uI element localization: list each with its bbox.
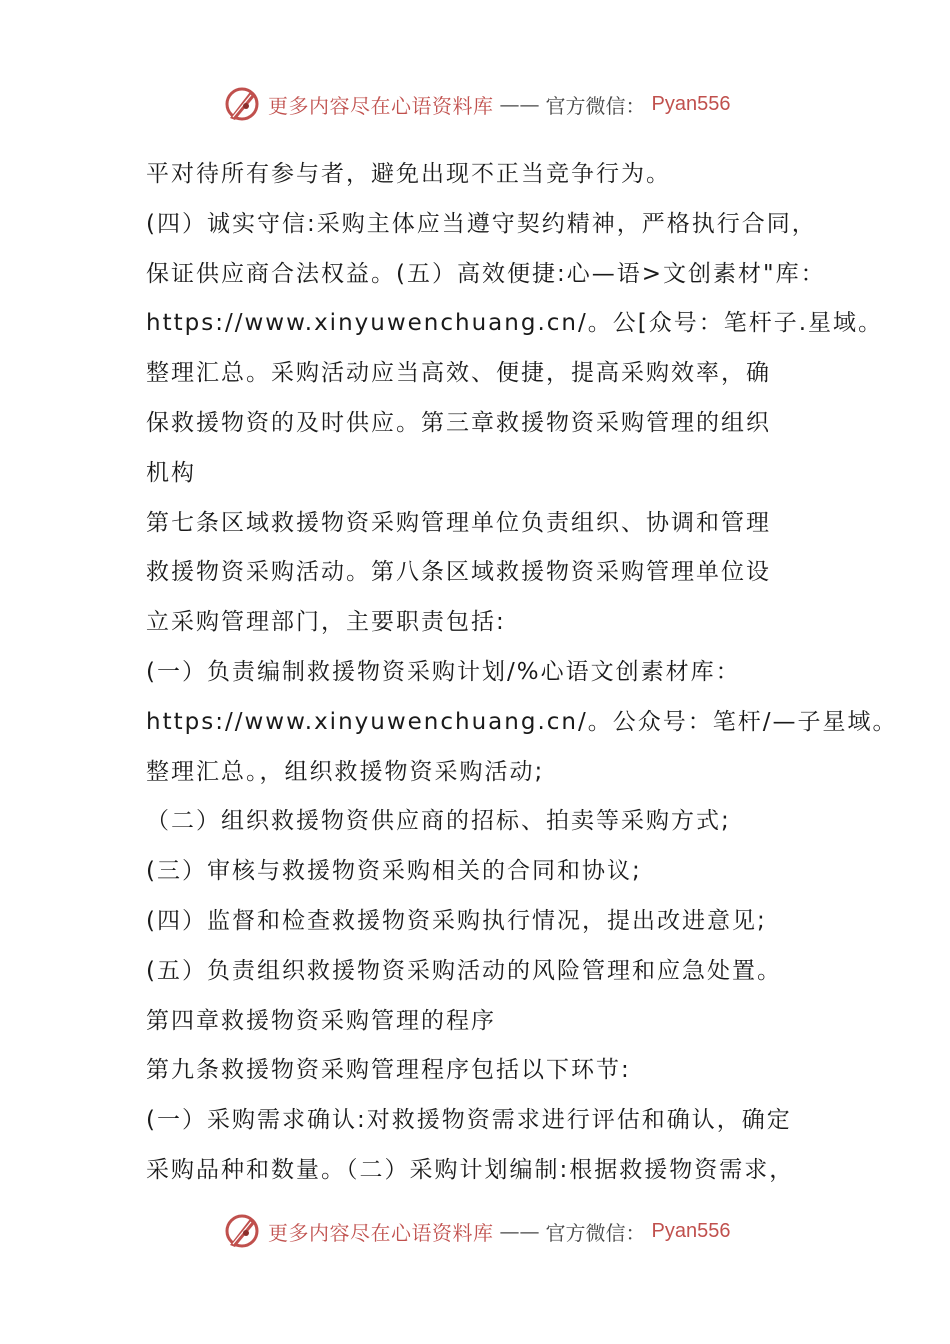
text-line: 立采购管理部门，主要职责包括: <box>146 609 506 636</box>
quill-logo-icon <box>222 1211 262 1251</box>
text-line: （二）组织救援物资供应商的招标、拍卖等采购方式; <box>146 808 731 835</box>
text-line: 整理汇总。采购活动应当高效、便捷，提高采购效率，确 <box>146 360 771 387</box>
text-line: 第七条区域救援物资采购管理单位负责组织、协调和管理 <box>146 509 771 536</box>
text-line: (五）负责组织救援物资采购活动的风险管理和应急处置。 <box>146 957 782 984</box>
text-line: 保证供应商合法权益。(五）高效便捷:心—语>文创素材"库： <box>146 260 826 287</box>
header-banner <box>222 84 730 124</box>
banner-text: 更多内容尽在心语资料库 <box>268 93 494 118</box>
banner-wechat-id: Pyan556 <box>651 92 731 115</box>
text-line: 机构 <box>146 459 196 486</box>
text-line: (一）采购需求确认:对救援物资需求进行评估和确认，确定 <box>146 1107 792 1134</box>
banner-separator: —— <box>499 1219 540 1243</box>
banner-separator: —— <box>499 92 540 116</box>
text-line: 第四章救援物资采购管理的程序 <box>146 1007 496 1034</box>
text-line: 平对待所有参与者，避免出现不正当竞争行为。 <box>146 161 671 187</box>
text-line: (一）负责编制救援物资采购计划/%心语文创素材库： <box>146 658 741 685</box>
text-line: https://www.xinyuwenchuang.cn/。公[众号：笔杆子.星域。 <box>146 310 884 337</box>
text-line: 采购品种和数量。（二）采购计划编制:根据救援物资需求， <box>146 1156 795 1183</box>
text-line: https://www.xinyuwenchuang.cn/。公众号：笔杆/—子星域。 <box>146 708 898 735</box>
footer-banner <box>222 1211 730 1251</box>
quill-logo-icon <box>222 84 262 124</box>
banner-wechat-label: 官方微信： <box>545 93 646 118</box>
text-line: 整理汇总。，组织救援物资采购活动; <box>146 758 545 785</box>
text-line: (四）诚实守信:采购主体应当遵守契约精神，严格执行合同， <box>146 210 817 237</box>
banner-wechat-id: Pyan556 <box>651 1219 731 1242</box>
text-line: 救援物资采购活动。第八条区域救援物资采购管理单位设 <box>146 559 771 586</box>
text-line: (四）监督和检查救援物资采购执行情况，提出改进意见; <box>146 907 767 934</box>
text-line: 第九条救援物资采购管理程序包括以下环节: <box>146 1057 631 1084</box>
text-line: 保救援物资的及时供应。第三章救援物资采购管理的组织 <box>146 409 771 436</box>
document-body <box>146 150 898 1196</box>
banner-wechat-label: 官方微信： <box>545 1220 646 1245</box>
text-line: (三）审核与救援物资采购相关的合同和协议; <box>146 858 642 885</box>
banner-text: 更多内容尽在心语资料库 <box>268 1220 494 1245</box>
